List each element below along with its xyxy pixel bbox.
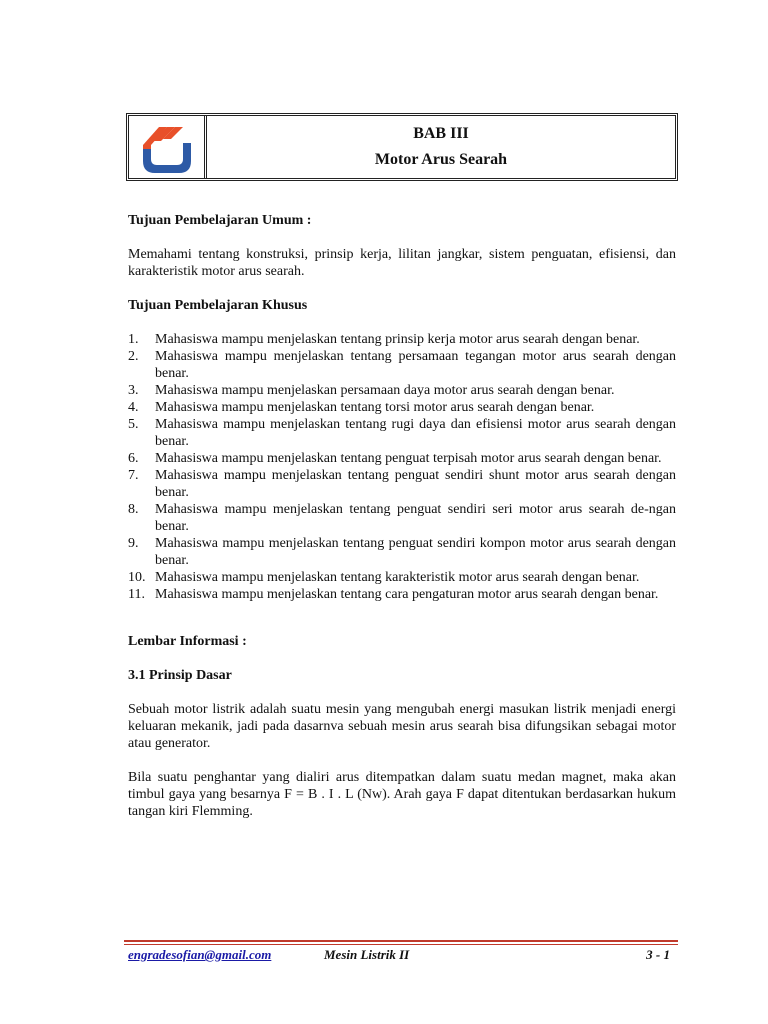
list-item: 3. Mahasiswa mampu menjelaskan persamaan daya motor arus searah dengan benar. (128, 383, 615, 398)
chapter-title: Motor Arus Searah (374, 151, 508, 168)
chapter-title-cell (207, 116, 675, 178)
list-item: 4. Mahasiswa mampu menjelaskan tentang torsi motor arus searah dengan benar. (128, 400, 595, 415)
info-heading: Lembar Informasi : (128, 634, 247, 649)
list-item: 11. Mahasiswa mampu menjelaskan tentang cara pengaturan motor arus searah dengan benar. (128, 587, 659, 602)
general-objective-text: Memahami tentang konstruksi, prinsip kerja, lilitan jangkar, sistem penguatan, efisiensi, dan karakteristik motor arus searah. (128, 247, 676, 279)
list-item: 9. Mahasiswa mampu menjelaskan tentang penguat sendiri kompon motor arus searah dengan benar. (128, 536, 676, 568)
chapter-header-box (126, 113, 678, 181)
page-footer (128, 947, 670, 963)
info-paragraph: Bila suatu penghantar yang dialiri arus ditempatkan dalam suatu medan magnet, maka akan timbul gaya yang besarnya F = B . I . L (Nw). Arah gaya F dapat ditentukan berdasarkan hukum tangan kiri Flemming. (128, 770, 676, 819)
list-item: 6. Mahasiswa mampu menjelaskan tentang penguat terpisah motor arus searah dengan benar. (128, 451, 662, 466)
book-title: Mesin Listrik II (324, 947, 410, 962)
chapter-number: BAB III (413, 125, 469, 142)
general-objective-heading: Tujuan Pembelajaran Umum : (128, 213, 312, 228)
list-item: 8. Mahasiswa mampu menjelaskan tentang penguat sendiri seri motor arus searah de-ngan benar. (128, 502, 676, 534)
document-body (128, 212, 676, 820)
author-email-link[interactable]: engradesofian@gmail.com (128, 947, 272, 962)
list-item: 1. Mahasiswa mampu menjelaskan tentang prinsip kerja motor arus searah dengan benar. (128, 332, 640, 347)
page-number: 3 - 1 (646, 947, 670, 962)
list-item: 2. Mahasiswa mampu menjelaskan tentang persamaan tegangan motor arus searah dengan benar. (128, 349, 676, 381)
list-item: 7. Mahasiswa mampu menjelaskan tentang penguat sendiri shunt motor arus searah dengan benar. (128, 468, 676, 500)
specific-objectives-list (128, 331, 676, 603)
list-item: 10. Mahasiswa mampu menjelaskan tentang karakteristik motor arus searah dengan benar. (128, 570, 640, 585)
section-title: 3.1 Prinsip Dasar (128, 668, 232, 683)
footer-divider (124, 940, 678, 942)
info-paragraph: Sebuah motor listrik adalah suatu mesin yang mengubah energi masukan listrik menjadi energi keluaran mekanik, jadi pada dasarnva sebuah mesin arus searah bisa difungsikan sebagai motor atau generator. (128, 702, 676, 751)
list-item: 5. Mahasiswa mampu menjelaskan tentang rugi daya dan efisiensi motor arus searah dengan benar. (128, 417, 676, 449)
institution-logo-icon (137, 119, 197, 175)
logo-cell (129, 116, 207, 178)
specific-objectives-heading: Tujuan Pembelajaran Khusus (128, 298, 308, 313)
footer-divider (124, 944, 678, 945)
